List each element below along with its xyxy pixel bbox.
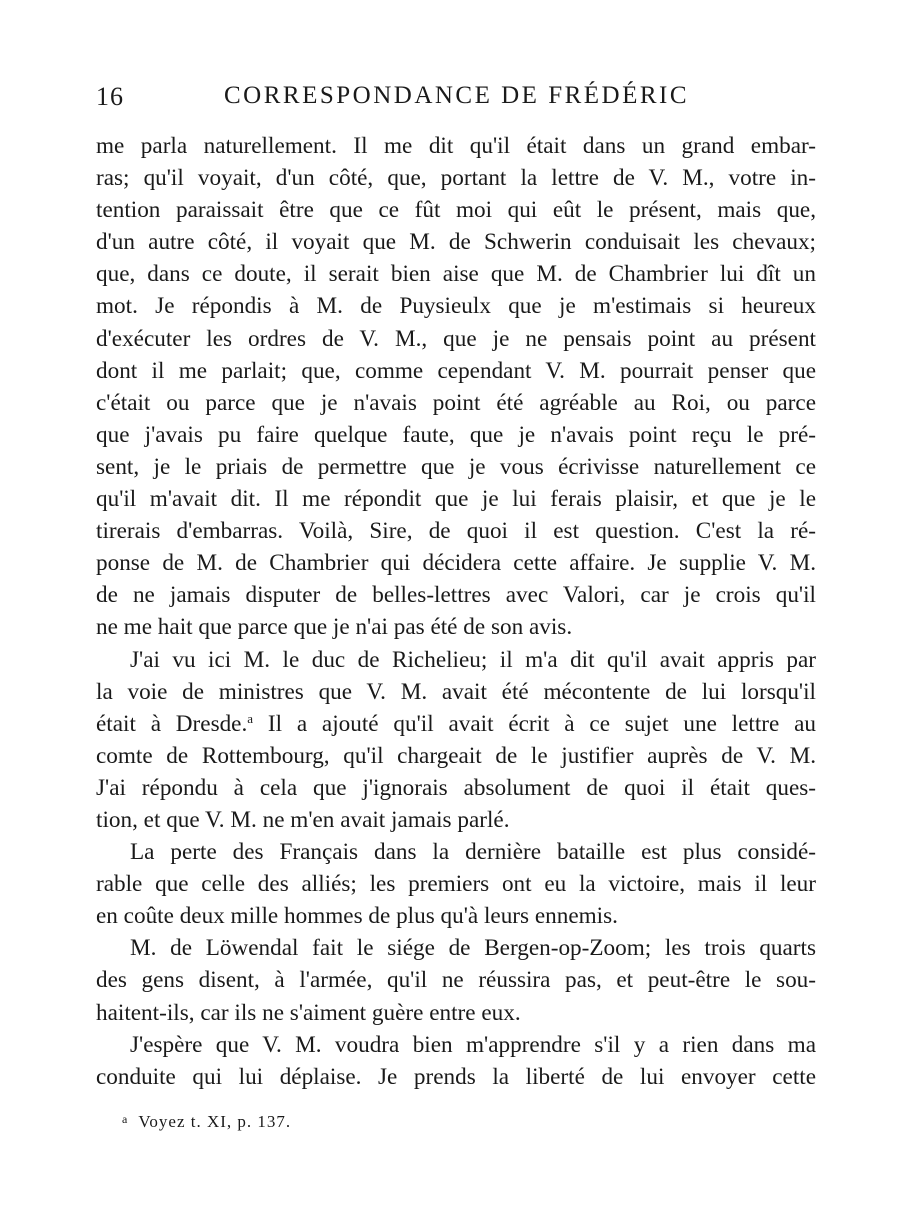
text-segment: Il a ajouté qu'il avait écrit à ce sujet une lettre au [253, 710, 816, 737]
text-line: d'exécuter les ordres de V. M., que je ne pensais point au présent [96, 325, 816, 352]
text-line: ras; qu'il voyait, d'un côté, que, portant la lettre de V. M., votre in- [96, 165, 816, 192]
paragraph [96, 644, 816, 837]
footnote-marker: a [122, 1112, 129, 1126]
text-segment: était à Dresde. [96, 710, 248, 737]
text-line: ponse de M. de Chambrier qui décidera cette affaire. Je supplie V. M. [96, 550, 816, 577]
page-number: 16 [96, 82, 124, 111]
text-line: comte de Rottembourg, qu'il chargeait de le justifier auprès de V. M. [96, 742, 816, 769]
text-line: tion, et que V. M. ne m'en avait jamais parlé. [96, 806, 510, 833]
text-line: en coûte deux mille hommes de plus qu'à leurs ennemis. [96, 903, 618, 930]
text-line: dont il me parlait; que, comme cependant V. M. pourrait penser que [96, 357, 816, 384]
text-line: c'était ou parce que je n'avais point été agréable au Roi, ou parce [96, 389, 816, 416]
text-line: que, dans ce doute, il serait bien aise que M. de Chambrier lui dît un [96, 261, 816, 288]
text-line: tirerais d'embarras. Voilà, Sire, de quoi il est question. C'est la ré- [96, 518, 816, 545]
footnote-reference: a [247, 710, 254, 726]
text-line: tention paraissait être que ce fût moi qui eût le présent, mais que, [96, 197, 816, 224]
text-line: conduite qui lui déplaise. Je prends la liberté de lui envoyer cette [96, 1063, 816, 1090]
text-line: que j'avais pu faire quelque faute, que je n'avais point reçu le pré- [96, 421, 816, 448]
paragraph [96, 130, 816, 644]
text-line: J'ai vu ici M. le duc de Richelieu; il m'a dit qu'il avait appris par [130, 646, 816, 673]
text-line: la voie de ministres que V. M. avait été mécontente de lui lorsqu'il [96, 678, 816, 705]
text-line: me parla naturellement. Il me dit qu'il était dans un grand embar- [96, 133, 816, 159]
text-line: haitent-ils, car ils ne s'aiment guère entre eux. [96, 999, 521, 1026]
paragraph [96, 1029, 816, 1093]
paragraph [96, 932, 816, 1028]
text-line: d'un autre côté, il voyait que M. de Schwerin conduisait les chevaux; [96, 229, 816, 256]
running-title: CORRESPONDANCE DE FRÉDÉRIC [224, 82, 690, 109]
text-line: de ne jamais disputer de belles-lettres avec Valori, car je crois qu'il [96, 582, 816, 609]
text-line-with-footnote [96, 708, 816, 740]
paragraph [96, 836, 816, 932]
text-line: J'ai répondu à cela que j'ignorais absolument de quoi il était ques- [96, 774, 816, 801]
body-text [96, 130, 816, 1093]
text-line: rable que celle des alliés; les premiers ont eu la victoire, mais il leur [96, 871, 816, 898]
text-line: des gens disent, à l'armée, qu'il ne réussira pas, et peut-être le sou- [96, 967, 816, 994]
footnote-text: Voyez t. XI, p. 137. [138, 1112, 292, 1131]
text-line: La perte des Français dans la dernière bataille est plus considé- [130, 839, 816, 866]
footnote [122, 1112, 291, 1132]
text-line: ne me hait que parce que je n'ai pas été de son avis. [96, 614, 573, 641]
text-line: M. de Löwendal fait le siége de Bergen-op-Zoom; les trois quarts [130, 935, 816, 962]
page-header [96, 82, 816, 118]
text-line: mot. Je répondis à M. de Puysieulx que je m'estimais si heureux [96, 293, 816, 320]
text-line: qu'il m'avait dit. Il me répondit que je lui ferais plaisir, et que je le [96, 486, 816, 513]
text-line: sent, je le priais de permettre que je vous écrivisse naturellement ce [96, 453, 816, 480]
text-line: J'espère que V. M. voudra bien m'apprendre s'il y a rien dans ma [130, 1031, 816, 1058]
